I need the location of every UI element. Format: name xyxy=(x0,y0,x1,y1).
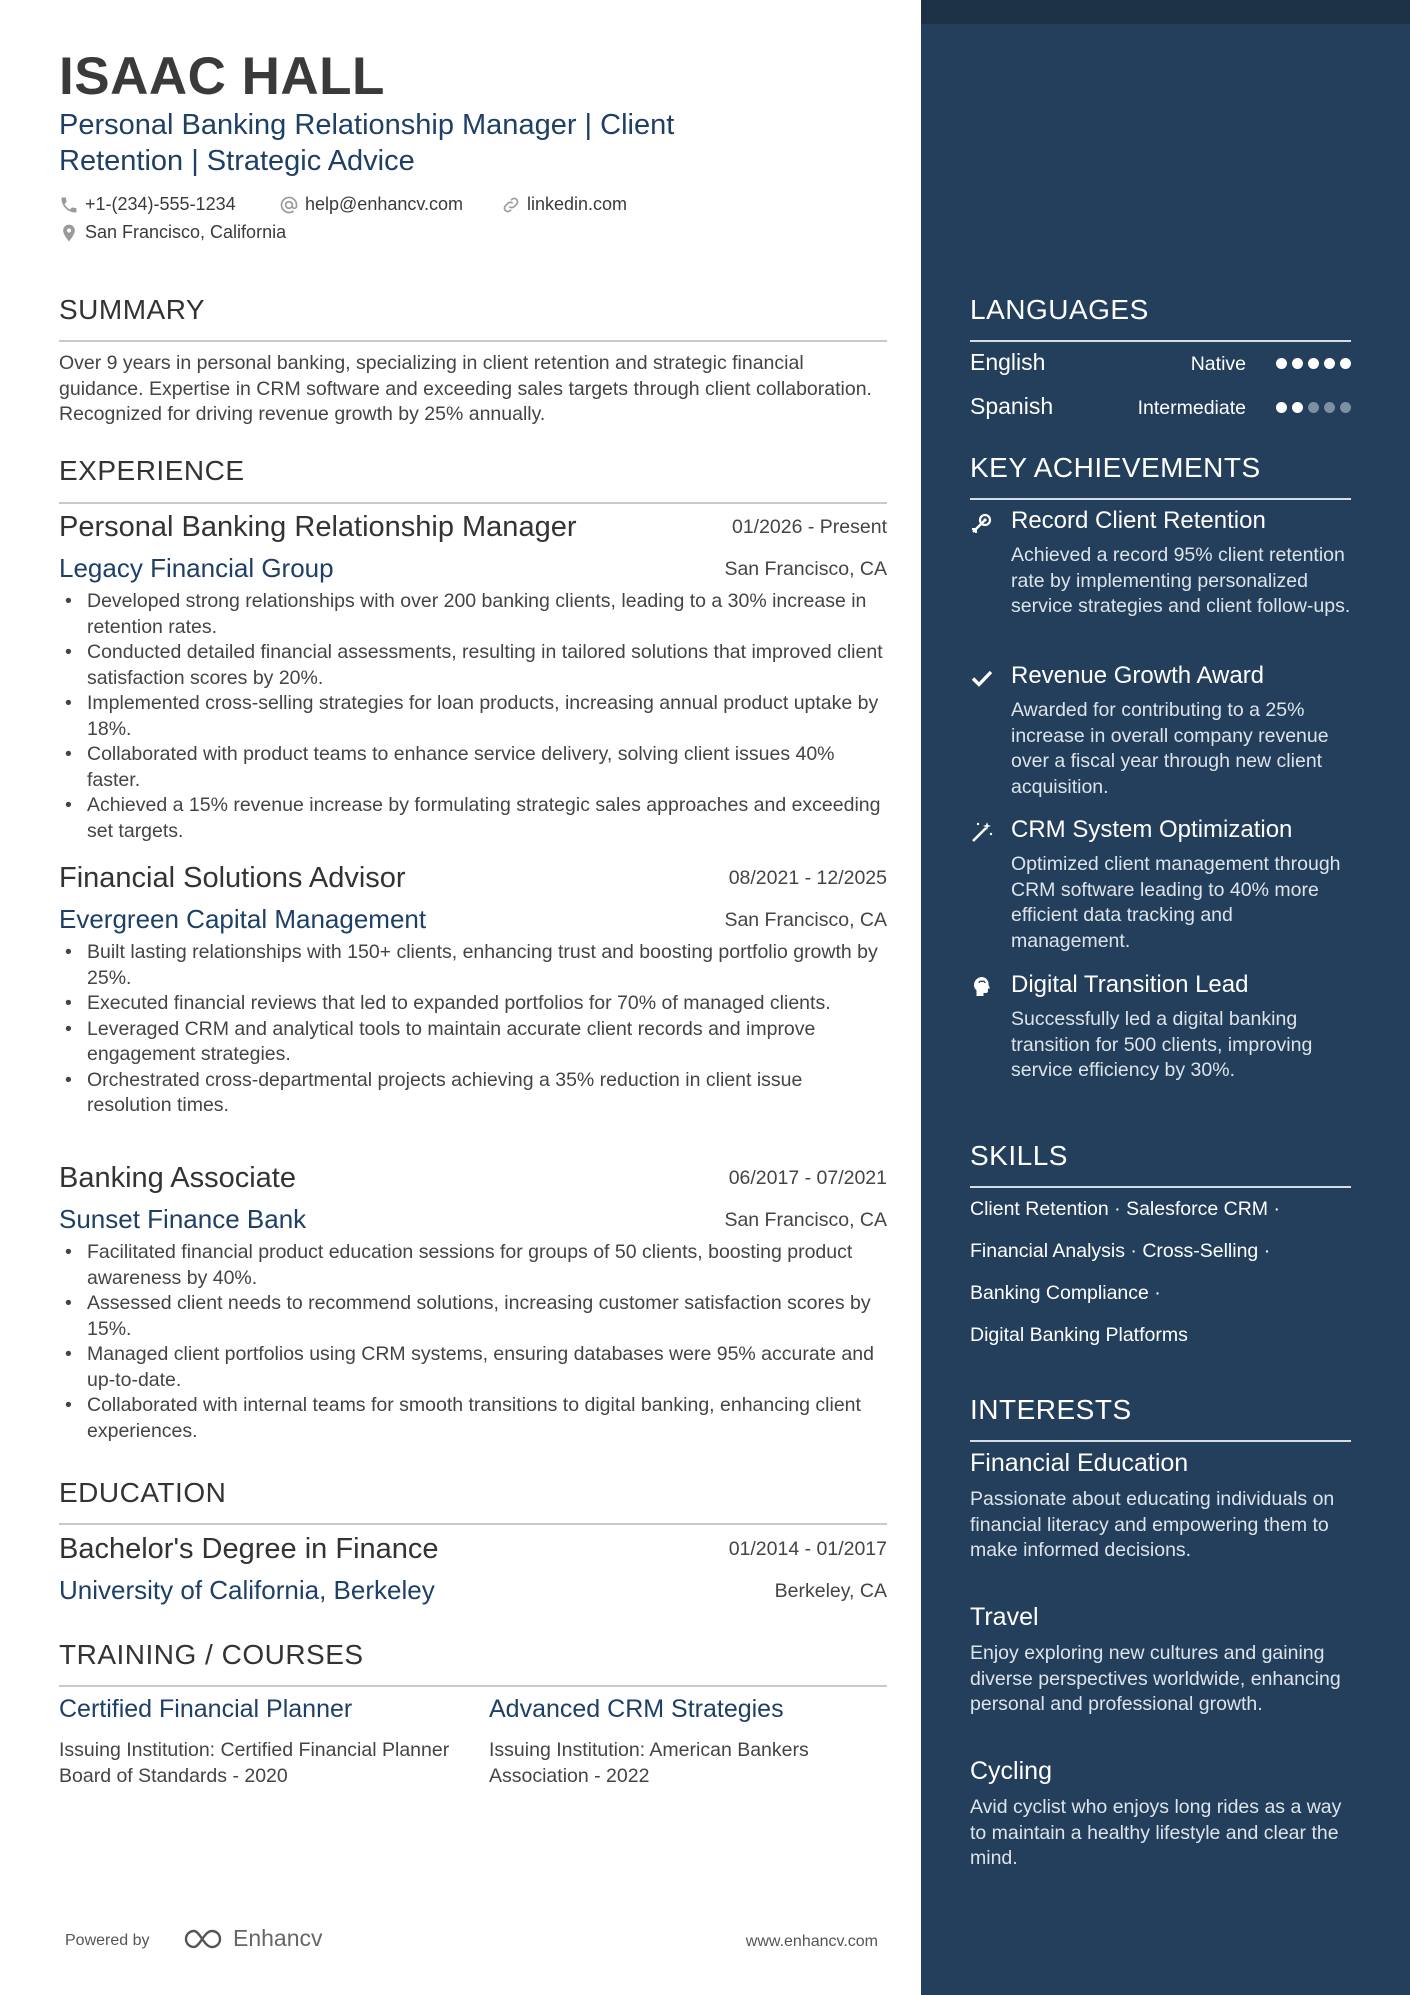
job-location: San Francisco, CA xyxy=(724,1209,887,1231)
enhancv-logo[interactable] xyxy=(183,1925,323,1952)
skills-line: Client Retention · Salesforce CRM · xyxy=(970,1198,1280,1220)
education-school: University of California, Berkeley xyxy=(59,1575,435,1605)
skills-title: SKILLS xyxy=(970,1140,1068,1171)
job-bullet: • Developed strong relationships with over 200 banking clients, leading to a 30% increase in retention rates. xyxy=(87,589,887,640)
job-company: Evergreen Capital Management xyxy=(59,904,427,934)
rating-dot xyxy=(1276,358,1287,369)
candidate-name: ISAAC HALL xyxy=(59,47,385,106)
job-company: Legacy Financial Group xyxy=(59,553,334,583)
rating-dot xyxy=(1324,358,1335,369)
summary-title: SUMMARY xyxy=(59,294,206,325)
education-divider xyxy=(59,1523,887,1525)
interest-title: Financial Education xyxy=(970,1449,1189,1477)
experience-divider xyxy=(59,502,887,504)
phone-icon xyxy=(59,195,79,215)
training-divider xyxy=(59,1685,887,1687)
map-pin-icon xyxy=(59,223,79,243)
job-bullet: • Facilitated financial product education sessions for groups of 50 clients, boosting product awareness by 40%. xyxy=(87,1240,887,1291)
course-entry xyxy=(489,1695,899,1789)
linkedin-text: linkedin.com xyxy=(527,194,628,214)
job-bullet: • Collaborated with internal teams for smooth transitions to digital banking, enhancing client experiences. xyxy=(87,1393,887,1444)
language-level: Native xyxy=(1190,353,1246,375)
job-dates: 08/2021 - 12/2025 xyxy=(728,867,887,889)
link-icon xyxy=(501,195,521,215)
location-text: San Francisco, California xyxy=(85,222,287,242)
rating-dot xyxy=(1340,358,1351,369)
interest-description: Avid cyclist who enjoys long rides as a way to maintain a healthy lifestyle and clear the mind. xyxy=(970,1796,1342,1869)
education-location: Berkeley, CA xyxy=(774,1580,887,1602)
course-title: Certified Financial Planner xyxy=(59,1695,353,1723)
interest-description: Enjoy exploring new cultures and gaining diverse perspectives worldwide, enhancing personal and professional growth. xyxy=(970,1642,1341,1715)
job-bullet: • Managed client portfolios using CRM systems, ensuring databases were 95% accurate and up-to-date. xyxy=(87,1342,887,1393)
job-bullet: • Leveraged CRM and analytical tools to maintain accurate client records and improve engagement strategies. xyxy=(87,1017,887,1068)
achievements-title: KEY ACHIEVEMENTS xyxy=(970,452,1261,483)
course-description: Issuing Institution: Certified Financial Planner Board of Standards - 2020 xyxy=(59,1739,450,1787)
magic-wand-icon xyxy=(970,820,994,844)
language-row xyxy=(970,349,1351,379)
interest-description: Passionate about educating individuals on financial literacy and empowering them to make informed decisions. xyxy=(970,1488,1335,1561)
job-bullets xyxy=(59,589,887,844)
job-bullet: • Implemented cross-selling strategies for loan products, increasing annual product uptake by 18%. xyxy=(87,691,887,742)
language-row xyxy=(970,393,1351,423)
achievement-description: Awarded for contributing to a 25% increase in overall company revenue over a fiscal year through new client acquisition. xyxy=(1011,699,1329,798)
job-dates: 01/2026 - Present xyxy=(731,516,887,538)
experience-title: EXPERIENCE xyxy=(59,455,245,486)
skills-divider xyxy=(970,1186,1351,1188)
course-title: Advanced CRM Strategies xyxy=(489,1695,784,1723)
rating-dot xyxy=(1324,402,1335,413)
check-icon xyxy=(970,666,994,690)
candidate-headline: Personal Banking Relationship Manager | Client Retention | Strategic Advice xyxy=(59,109,675,177)
course-description: Issuing Institution: American Bankers Association - 2022 xyxy=(489,1739,809,1787)
interest-title: Cycling xyxy=(970,1757,1052,1785)
achievements-divider xyxy=(970,498,1351,500)
achievement-title: Revenue Growth Award xyxy=(1011,662,1265,689)
languages-divider xyxy=(970,340,1351,342)
job-dates: 06/2017 - 07/2021 xyxy=(728,1167,887,1189)
achievement-title: CRM System Optimization xyxy=(1011,816,1293,843)
interests-divider xyxy=(970,1440,1351,1442)
job-bullet: • Assessed client needs to recommend solutions, increasing customer satisfaction scores by 15%. xyxy=(87,1291,887,1342)
job-bullet: • Built lasting relationships with 150+ clients, enhancing trust and boosting portfolio growth by 25%. xyxy=(87,940,887,991)
enhancv-brand-text: Enhancv xyxy=(233,1925,323,1951)
rating-dot xyxy=(1292,402,1303,413)
rating-dot xyxy=(1292,358,1303,369)
job-title: Personal Banking Relationship Manager xyxy=(59,511,577,543)
achievement-description: Successfully led a digital banking transition for 500 clients, improving service efficiency by 30%. xyxy=(1011,1008,1313,1081)
job-title: Financial Solutions Advisor xyxy=(59,862,406,894)
job-bullets xyxy=(59,940,887,1119)
education-title: EDUCATION xyxy=(59,1477,227,1508)
interests-title: INTERESTS xyxy=(970,1394,1132,1425)
summary-divider xyxy=(59,340,887,342)
job-bullet: • Conducted detailed financial assessments, resulting in tailored solutions that improved client satisfaction scores by 20%. xyxy=(87,640,887,691)
footer-url[interactable]: www.enhancv.com xyxy=(745,1933,878,1950)
language-rating xyxy=(1276,402,1351,413)
job-location: San Francisco, CA xyxy=(724,558,887,580)
sidebar-top-bar xyxy=(921,0,1410,24)
course-entry xyxy=(59,1695,469,1789)
contact-email[interactable] xyxy=(279,194,463,215)
email-text: help@enhancv.com xyxy=(305,194,464,214)
language-rating xyxy=(1276,358,1351,369)
job-company: Sunset Finance Bank xyxy=(59,1204,307,1234)
achievement-title: Record Client Retention xyxy=(1011,507,1266,534)
achievement-description: Achieved a record 95% client retention rate by implementing personalized service strategies and client follow-ups. xyxy=(1011,544,1351,617)
language-level: Intermediate xyxy=(1137,397,1246,419)
education-dates: 01/2014 - 01/2017 xyxy=(728,1538,887,1560)
phone-text: +1-(234)-555-1234 xyxy=(85,194,236,214)
achievement-description: Optimized client management through CRM software leading to 40% more efficient data tracking and management. xyxy=(1011,853,1341,952)
skills-line: Financial Analysis · Cross-Selling · xyxy=(970,1240,1271,1262)
at-icon xyxy=(279,195,299,215)
summary-text: Over 9 years in personal banking, specializing in client retention and strategic financial guidance. Expertise in CRM software and exceeding sales targets through client collaboration. Recognized for driving revenue growth by 25% annually. xyxy=(59,352,872,425)
powered-by-label: Powered by xyxy=(65,1932,150,1949)
skills-line: Banking Compliance · xyxy=(970,1282,1161,1304)
job-bullet: • Collaborated with product teams to enhance service delivery, solving client issues 40% faster. xyxy=(87,742,887,793)
education-degree: Bachelor's Degree in Finance xyxy=(59,1533,439,1565)
skills-line: Digital Banking Platforms xyxy=(970,1324,1188,1346)
training-title: TRAINING / COURSES xyxy=(59,1639,364,1670)
target-icon xyxy=(970,511,994,535)
languages-title: LANGUAGES xyxy=(970,294,1149,325)
contact-phone[interactable] xyxy=(59,194,236,215)
language-name: English xyxy=(970,349,1046,375)
rating-dot xyxy=(1308,402,1319,413)
rating-dot xyxy=(1276,402,1287,413)
contact-location xyxy=(59,222,286,243)
contact-linkedin[interactable] xyxy=(501,194,627,215)
job-title: Banking Associate xyxy=(59,1162,296,1194)
interest-title: Travel xyxy=(970,1603,1039,1631)
language-name: Spanish xyxy=(970,393,1054,419)
brain-icon xyxy=(970,975,994,999)
achievement-title: Digital Transition Lead xyxy=(1011,971,1249,998)
job-bullet: • Achieved a 15% revenue increase by formulating strategic sales approaches and exceeding set targets. xyxy=(87,793,887,844)
job-location: San Francisco, CA xyxy=(724,909,887,931)
job-bullet: • Orchestrated cross-departmental projects achieving a 35% reduction in client issue resolution times. xyxy=(87,1068,887,1119)
job-bullets xyxy=(59,1240,887,1444)
rating-dot xyxy=(1340,402,1351,413)
job-bullet: • Executed financial reviews that led to expanded portfolios for 70% of managed clients. xyxy=(87,991,887,1017)
enhancv-logo-icon xyxy=(183,1927,229,1951)
rating-dot xyxy=(1308,358,1319,369)
